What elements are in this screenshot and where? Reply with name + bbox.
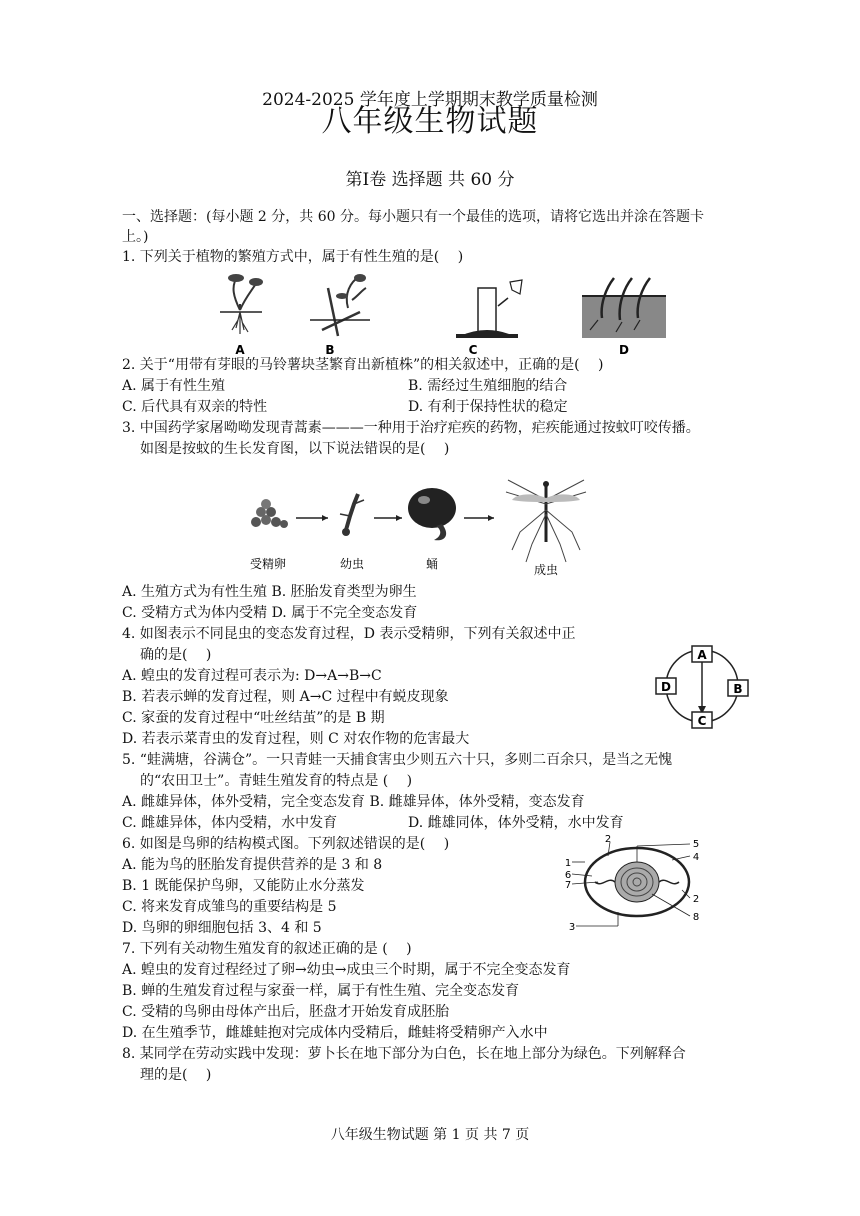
- page-footer: 八年级生物试题 第 1 页 共 7 页: [330, 1127, 530, 1143]
- q3-stage-adult-label: 成虫: [533, 563, 559, 577]
- q1-label-d: D: [619, 343, 629, 357]
- q4-cycle-diagram: [650, 640, 756, 732]
- q3-options-cd: C. 受精方式为体内受精 D. 属于不完全变态发育: [122, 605, 418, 621]
- q3-stem-1: 3. 中国药学家屠呦呦发现青蒿素———一种用于治疗疟疾的药物，疟疾能通过按蚊叮咬传播。: [122, 420, 700, 436]
- page-title: 八年级生物试题: [321, 104, 539, 139]
- q1-stem: 1. 下列关于植物的繁殖方式中，属于有性生殖的是( ): [122, 249, 464, 265]
- q1-figure-b: [310, 274, 370, 336]
- q6-label-7: 7: [564, 880, 572, 891]
- q4-option-c: C. 家蚕的发育过程中“吐丝结茧”的是 B 期: [122, 710, 385, 726]
- q7-option-d: D. 在生殖季节，雌雄蛙抱对完成体内受精后，雌蛙将受精卵产入水中: [122, 1025, 548, 1041]
- q4-node-c: C: [697, 714, 707, 728]
- q7-option-a: A. 蝗虫的发育过程经过了卵→幼虫→成虫三个时期，属于不完全变态发育: [122, 962, 571, 978]
- q6-label-5: 5: [692, 839, 700, 850]
- q6-stem: 6. 如图是鸟卵的结构模式图。下列叙述错误的是( ): [122, 836, 450, 852]
- section-heading: 第Ⅰ卷 选择题 共 60 分: [345, 170, 515, 190]
- q5-options-ab: A. 雌雄异体，体外受精，完全变态发育 B. 雌雄异体，体外受精，变态发育: [122, 794, 585, 810]
- q3-options-ab: A. 生殖方式为有性生殖 B. 胚胎发育类型为卵生: [122, 584, 417, 600]
- q6-option-d: D. 鸟卵的卵细胞包括 3、4 和 5: [122, 920, 322, 936]
- q5-stem-1: 5. “蛙满塘，谷满仓”。一只青蛙一天捕食害虫少则五六十只，多则二百余只，是当之无愧: [122, 752, 673, 768]
- q1-label-a: A: [235, 343, 245, 357]
- q4-node-d: D: [661, 680, 671, 694]
- q5-stem-2: 的“农田卫士”。青蛙生殖发育的特点是 ( ): [140, 773, 413, 789]
- q1-figure-a: [220, 274, 263, 334]
- q4-option-a: A. 蝗虫的发育过程可表示为: D→A→B→C: [122, 668, 382, 684]
- q1-figure-d: [582, 278, 666, 338]
- q6-option-c: C. 将来发育成雏鸟的重要结构是 5: [122, 899, 337, 915]
- q2-stem: 2. 关于“用带有芽眼的马铃薯块茎繁育出新植株”的相关叙述中，正确的是( ): [122, 357, 604, 373]
- q2-option-b: B. 需经过生殖细胞的结合: [408, 378, 568, 394]
- q4-stem-2: 确的是( ): [140, 647, 212, 663]
- q3-larva: [340, 494, 364, 536]
- q6-option-b: B. 1 既能保护鸟卵，又能防止水分蒸发: [122, 878, 365, 894]
- q3-pupa: [408, 488, 456, 540]
- q7-option-c: C. 受精的鸟卵由母体产出后，胚盘才开始发育成胚胎: [122, 1004, 450, 1020]
- q2-option-a: A. 属于有性生殖: [122, 378, 226, 394]
- instructions-line-1: 一、选择题：(每小题 2 分，共 60 分。每小题只有一个最佳的选项，请将它选出并涂在答题卡: [122, 209, 704, 225]
- q6-label-2-right: 2: [692, 894, 700, 905]
- q1-label-c: C: [468, 343, 478, 357]
- q6-option-a: A. 能为鸟的胚胎发育提供营养的是 3 和 8: [122, 857, 383, 873]
- q4-stem-1: 4. 如图表示不同昆虫的变态发育过程，D 表示受精卵，下列有关叙述中正: [122, 626, 576, 642]
- q1-label-b: B: [325, 343, 335, 357]
- q3-mosquito-lifecycle-figure: [236, 470, 608, 580]
- q5-option-c: C. 雌雄异体，体内受精，水中发育: [122, 815, 338, 831]
- q3-adult-mosquito: [506, 480, 586, 562]
- q4-node-b: B: [733, 682, 743, 696]
- q4-node-a: A: [697, 648, 707, 662]
- q6-label-1: 1: [564, 858, 572, 869]
- exam-subtitle: 2024-2025 学年度上学期期末教学质量检测: [262, 90, 598, 110]
- q6-bird-egg-diagram: [562, 832, 712, 932]
- q6-label-8: 8: [692, 912, 700, 923]
- q5-option-d: D. 雌雄同体，体外受精，水中发育: [408, 815, 624, 831]
- q6-label-3: 3: [568, 922, 576, 932]
- q7-stem: 7. 下列有关动物生殖发育的叙述正确的是 ( ): [122, 941, 412, 957]
- q4-option-d: D. 若表示菜青虫的发育过程，则 C 对农作物的危害最大: [122, 731, 470, 747]
- q7-option-b: B. 蝉的生殖发育过程与家蚕一样，属于有性生殖、完全变态发育: [122, 983, 520, 999]
- q3-stem-2: 如图是按蚊的生长发育图，以下说法错误的是( ): [140, 441, 450, 457]
- q1-figure-c: [456, 280, 522, 338]
- q3-stage-larva-label: 幼虫: [339, 557, 365, 571]
- q4-option-b: B. 若表示蝉的发育过程，则 A→C 过程中有蜕皮现象: [122, 689, 449, 705]
- q8-stem-2: 理的是( ): [140, 1067, 212, 1083]
- q6-label-6: 6: [564, 870, 572, 881]
- q3-eggs: [251, 499, 288, 528]
- q3-stage-egg-label: 受精卵: [249, 557, 287, 571]
- q6-label-2-top: 2: [604, 834, 612, 845]
- q8-stem-1: 8. 某同学在劳动实践中发现：萝卜长在地下部分为白色，长在地上部分为绿色。下列解释合: [122, 1046, 686, 1062]
- q2-option-c: C. 后代具有双亲的特性: [122, 399, 268, 415]
- q3-stage-pupa-label: 蛹: [425, 557, 439, 571]
- q6-label-4: 4: [692, 852, 700, 863]
- q2-option-d: D. 有利于保持性状的稳定: [408, 399, 568, 415]
- q1-figure: [210, 268, 670, 358]
- instructions-line-2: 上。): [122, 229, 149, 245]
